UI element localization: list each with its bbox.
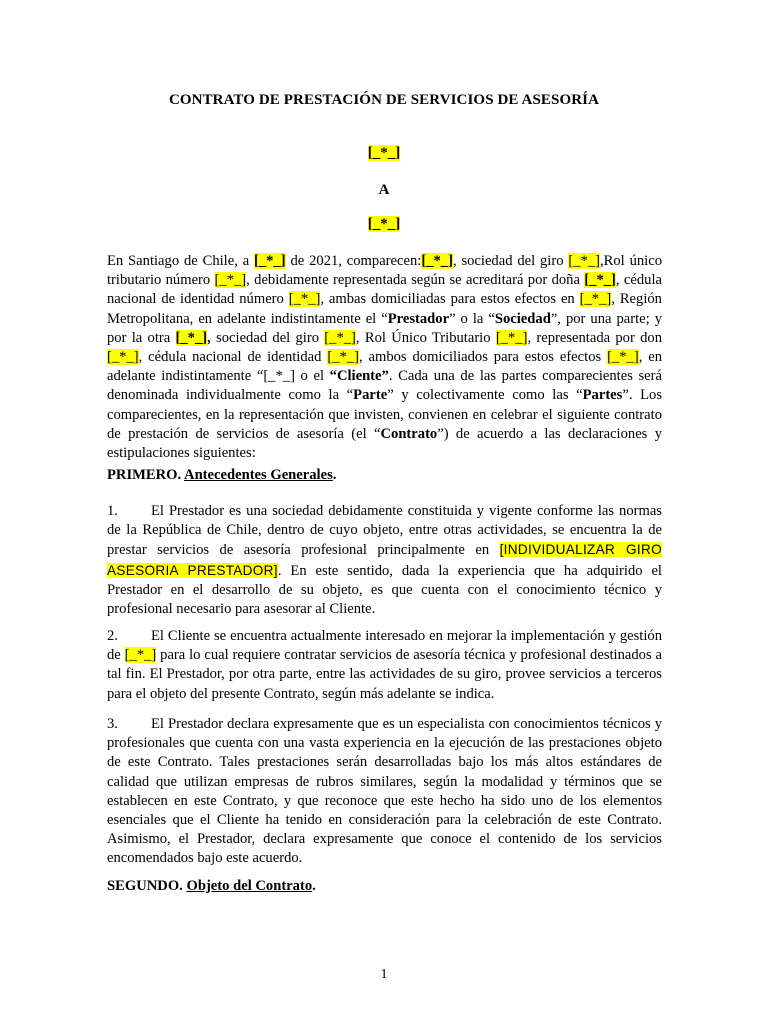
clause-paragraph-3: 3. El Prestador declara expresamente que es un especialista con conocimientos técnicos y profesionales que cuenta con una vasta experiencia en la ejecución de las prestaciones objeto de este Contrato. Tales prestaciones serán desarrolladas bajo los más altos estándares de calidad que utilizan empresas de rubros similares, según la modalidad y términos que se establecen en este Contrato, y que reconoce que este hecho ha sido uno de los elementos esenciales que el Cliente ha tenido en consideración para la celebración de este Contrato. Asimismo, el Prestador, declara expresamente que conoce el contenido de los servicios encomendados bajo este acuerdo. [107,716,662,867]
page-number: 1 [380,967,388,982]
clause-paragraph-2: 2. El Cliente se encuentra actualmente interesado en mejorar la implementación y gestión de [_*_] para lo cual requiere contratar servicios de asesoría técnica y profesional destinados a tal fin. El Prestador, por otra parte, entre las actividades de su giro, provee servicios a terceros para el objeto del presente Contrato, según más adelante se indica. [107,628,662,702]
section-heading-primero: PRIMERO. Antecedentes Generales. [107,467,337,483]
party-connector: A [378,182,390,198]
document-title: CONTRATO DE PRESTACIÓN DE SERVICIOS DE ASESORÍA [168,92,600,108]
section-heading-segundo: SEGUNDO. Objeto del Contrato. [107,878,316,894]
party-placeholder-bottom: [_*_] [367,216,401,232]
intro-paragraph: En Santiago de Chile, a [_*_] de 2021, comparecen:[_*_], sociedad del giro [_*_],Rol único tributario número [_*_], debidamente representada según se acreditará por doña [_*_], cédula nacional de identidad número [_*_], ambas domiciliadas para estos efectos en [_*_], Región Metropolitana, en adelante indistintamente el “Prestador” o la “Sociedad”, por una parte; y por la otra [_*_], sociedad del giro [_*_], Rol Único Tributario [_*_], representada por don [_*_], cédula nacional de identidad [_*_], ambos domiciliados para estos efectos [_*_], en adelante indistintamente “[_*_] o el “Cliente”. Cada una de las partes comparecientes será denominada individualmente como la “Parte” y colectivamente como las “Partes”. Los comparecientes, en la representación que invisten, convienen en celebrar el siguiente contrato de prestación de servicios de asesoría (el “Contrato”) de acuerdo a las declaraciones y estipulaciones siguientes: [107,253,663,462]
clause-paragraph-1: 1. El Prestador es una sociedad debidamente constituida y vigente conforme las normas de la República de Chile, dentro de cuyo objeto, entre otras actividades, se encuentra la de prestar servicios de asesoría profesional principalmente en [INDIVIDUALIZAR GIRO ASESORIA PRESTADOR]. En este sentido, dada la experiencia que ha adquirido el Prestador en el desarrollo de su objeto, es que cuenta con el conocimiento técnico y profesional necesario para asesorar al Cliente. [107,503,662,618]
party-placeholder-top: [_*_] [367,145,401,161]
